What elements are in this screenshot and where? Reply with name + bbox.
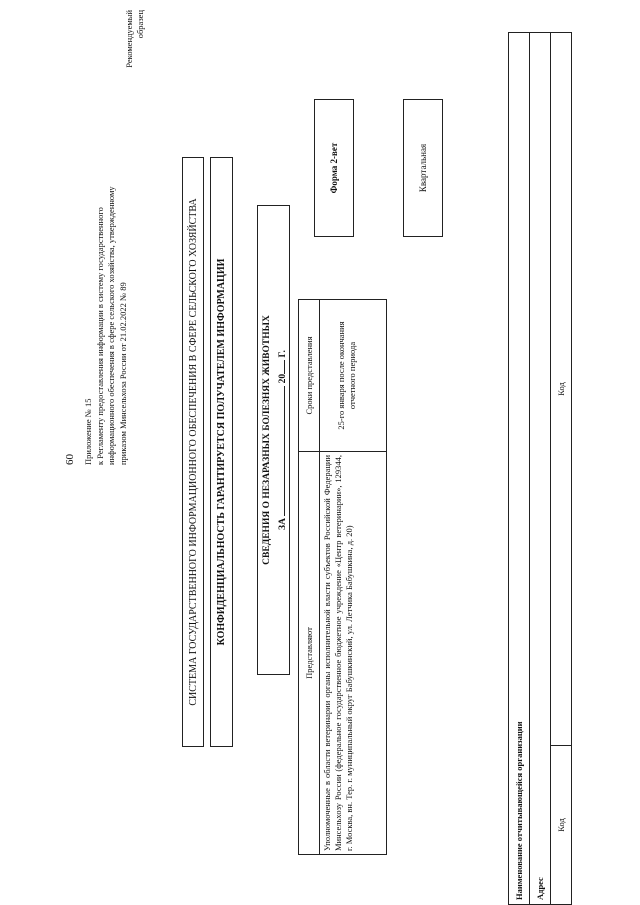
appendix-line: к Регламенту предоставления информации в систему государственного (94, 207, 105, 465)
code-label-2: Код (551, 33, 572, 746)
header-submitters: Представляют (299, 452, 320, 855)
table-header-row (299, 300, 320, 855)
table-row (551, 33, 572, 905)
table-row (509, 33, 530, 905)
deadline-text: 25-го января после окончания отчетного периода (320, 300, 387, 452)
appendix-line: приказом Минсельхоза России от 21.02.2022 № 89 (117, 282, 128, 465)
org-name-label: Наименование отчитывающейся организации (509, 33, 530, 905)
appendix-line: Приложение № 15 (83, 398, 93, 465)
confidentiality-notice: КОНФИДЕНЦИАЛЬНОСТЬ ГАРАНТИРУЕТСЯ ПОЛУЧАТЕЛЕМ ИНФОРМАЦИИ (216, 258, 227, 646)
table-row (320, 300, 387, 855)
report-period (274, 206, 290, 674)
recommended-sample-note (124, 10, 146, 85)
page-number: 60 (64, 454, 76, 465)
period-blank (274, 386, 285, 516)
period-prefix: ЗА (278, 518, 288, 530)
confidentiality-box (210, 157, 233, 747)
organization-table (508, 32, 572, 905)
system-title-box (182, 157, 204, 747)
year-blank (274, 360, 285, 374)
appendix-note (83, 95, 129, 465)
table-row (530, 33, 551, 905)
period-year: 20 (278, 373, 288, 384)
periodicity-box (403, 99, 443, 237)
form-label: Форма 2-вет (329, 142, 339, 194)
period-suffix: Г. (278, 350, 288, 358)
periodicity-label: Квартальная (418, 143, 428, 193)
submission-table (298, 299, 387, 855)
submitters-text: Уполномоченные в области ветеринарии органы исполнительной власти субъектов Российской Федерации Минсельхозу России (федеральное государственное бюджетное учреждение «Центр ветеринарии», 129344, г. Москва, вн. Тер. г. муниципальный округ Бабушкинский, ул. Летчика Бабушкина, д. 20) (320, 452, 387, 855)
appendix-line: информационного обеспечения в сфере сельского хозяйства, утвержденному (106, 186, 116, 465)
form-number-box (314, 99, 354, 237)
address-label: Адрес (530, 33, 551, 905)
report-title: СВЕДЕНИЯ О НЕЗАРАЗНЫХ БОЛЕЗНЯХ ЖИВОТНЫХ (262, 315, 272, 565)
header-deadlines: Сроки представления (299, 300, 320, 452)
recommended-line: Рекомендуемый (124, 10, 134, 68)
system-title: СИСТЕМА ГОСУДАРСТВЕННОГО ИНФОРМАЦИОННОГО ОБЕСПЕЧЕНИЯ В СФЕРЕ СЕЛЬСКОГО ХОЗЯЙСТВА (187, 198, 199, 706)
recommended-line: образец (135, 10, 145, 39)
report-title-box (257, 205, 290, 675)
code-label: Код (551, 746, 572, 905)
